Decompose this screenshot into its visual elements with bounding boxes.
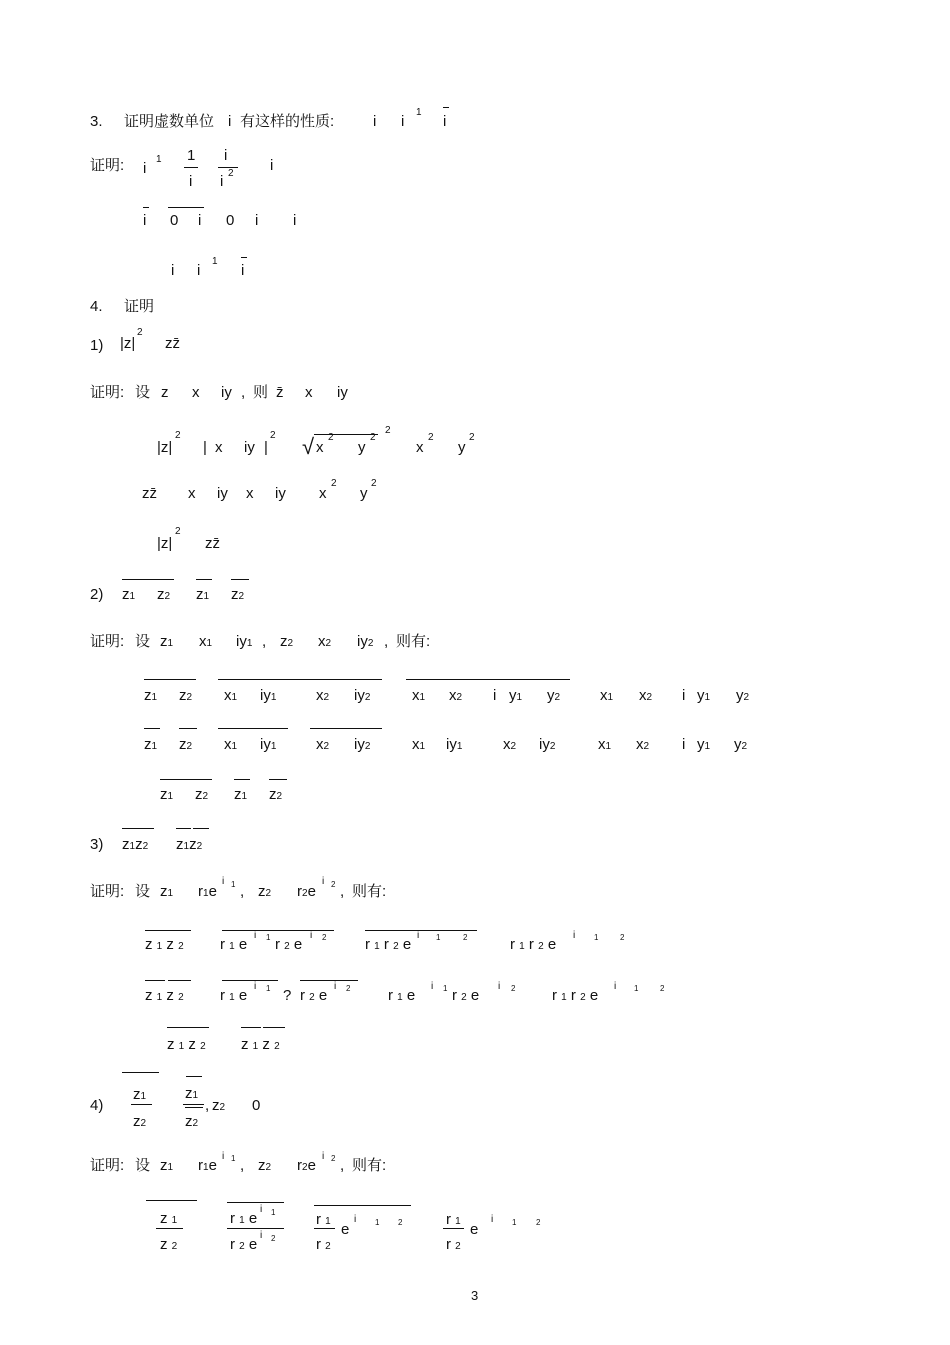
math-x: x [192,384,200,401]
math-i: i [197,262,201,279]
math-zero: 0 [252,1097,261,1114]
fraction-denominator: r 2 [316,1236,331,1253]
math-exp-sub: 2 [331,880,336,889]
conjugate-bar [167,1027,209,1028]
math-exp-sub: 1 [375,1218,380,1227]
math-exp-sub: 2 [620,933,625,942]
math-exp-sub: 1 [231,1154,236,1163]
math-x: x [215,439,223,456]
math-z1: z1 [160,1157,174,1174]
math-exp-sub: 1 [266,933,271,942]
conjugate-bar [365,930,477,931]
conjugate-bar [222,980,278,981]
math-x: x [246,485,254,502]
math-z2: z2 [280,633,294,650]
math-z1: z1 [234,786,248,803]
math-z2: z2 [212,1097,226,1114]
math-r2e: r2e [297,1157,316,1174]
part-4-label: 4) [90,1097,104,1114]
math-iy1: iy1 [446,736,463,753]
conjugate-bar [406,679,570,680]
fraction-denominator: r 2 [446,1236,461,1253]
fraction-numerator: r 1 [316,1211,331,1228]
math-sup: 2 [328,432,334,443]
math-y: y [358,439,366,456]
math-z: z [160,439,169,456]
fraction-bar [156,1228,183,1229]
math-abs-close: | [264,439,268,456]
math-z2: z2 [157,586,171,603]
math-sup: 2 [228,168,234,179]
math-exp-i: i [573,930,576,941]
math-exp-sub: 2 [331,1154,336,1163]
math-x2: x2 [503,736,517,753]
sqrt-bar [314,434,378,435]
math-exp-i: i [222,876,225,887]
math-i: i [682,736,686,753]
math-abs-z: |z| [157,535,173,552]
math-sup: 2 [370,432,376,443]
page-number: 3 [471,1288,479,1303]
math-sup: 1 [212,256,218,267]
conjugate-bar [241,257,247,258]
math-r2e: r 2 e [275,936,303,953]
math-i: i [401,113,405,130]
conjugate-bar [231,579,249,580]
fraction-numerator: z 1 [160,1210,178,1227]
fraction-numerator: i [224,147,228,164]
conjugate-bar [263,1027,285,1028]
math-x1: x1 [598,736,612,753]
math-r1e: r 1 e [388,987,416,1004]
question-mark: ? [283,987,292,1004]
math-r1r2e: r 1 r 2 e [365,936,412,953]
math-z1z2: z1z2 [122,836,149,853]
math-i: i [143,212,147,229]
math-sup: 2 [331,478,337,489]
sqrt-icon: √ [302,434,315,459]
math-exp-i: i [222,1151,225,1162]
comma: , [384,633,389,650]
math-exp-sub: 2 [398,1218,403,1227]
fraction-bar [314,1228,335,1229]
part-2-label: 2) [90,586,104,603]
math-iy: iy [244,439,255,456]
math-exp-sub: 2 [536,1218,541,1227]
fraction-denominator: r 2 e [230,1236,258,1253]
then-label: 则 [253,384,269,401]
math-abs-z: |z| [157,439,173,456]
math-x1: x1 [199,633,213,650]
comma: , [340,1157,345,1174]
conjugate-bar [122,828,154,829]
math-sup: 2 [175,430,181,441]
fraction-numerator: z1 [133,1086,147,1103]
math-y2: y2 [547,687,561,704]
math-z2: z2 [179,736,193,753]
math-zero: 0 [170,212,179,229]
math-z1z2: z 1 z 2 [145,936,184,953]
math-iy1: iy1 [236,633,253,650]
comma: , [340,883,345,900]
math-z2: z2 [258,883,272,900]
math-zz-bar: zz̄ [142,485,157,502]
math-sup: 2 [137,327,143,338]
conjugate-bar [146,1200,197,1201]
math-x1: x1 [412,687,426,704]
conjugate-bar [234,779,250,780]
math-r1e: r 1 e [220,987,248,1004]
math-exp-i: i [254,930,257,941]
math-sup: 2 [469,432,475,443]
math-abs-open: | [203,439,207,456]
math-y2: y2 [736,687,750,704]
math-iy2: iy2 [357,633,374,650]
math-z1: z1 [160,786,174,803]
math-exp-sub: 1 [634,984,639,993]
math-i: i [493,687,497,704]
math-iy: iy [221,384,232,401]
math-iy1: iy1 [260,736,277,753]
math-sup: 1 [156,154,162,165]
conjugate-bar [300,980,358,981]
math-y: y [360,485,368,502]
math-z2: z2 [269,786,283,803]
math-z1: z1 [144,736,158,753]
conjugate-bar [144,679,196,680]
math-exp-sub: 2 [511,984,516,993]
math-x1: x1 [412,736,426,753]
fraction-numerator: r 1 [446,1211,461,1228]
math-exp-i: i [322,1151,325,1162]
math-iy1: iy1 [260,687,277,704]
math-y1: y1 [509,687,523,704]
math-z1z2: z 1 z 2 [145,987,184,1004]
math-iy2: iy2 [539,736,556,753]
fraction-denominator: i [220,173,224,190]
comma: , [205,1097,210,1114]
math-exp-i: i [431,981,434,992]
proof-label: 证明: [90,384,125,401]
math-e: e [470,1221,479,1238]
conjugate-bar [310,728,382,729]
conjugate-bar [314,1205,411,1206]
math-i: i [143,160,147,177]
proof-label: 证明: [90,157,125,174]
math-i: i [255,212,259,229]
math-x: x [305,384,313,401]
math-z2: z2 [195,786,209,803]
conjugate-bar [122,579,174,580]
math-exp-i: i [254,981,257,992]
conjugate-bar [168,980,191,981]
conjugate-bar [218,728,288,729]
math-sup: 2 [175,526,181,537]
math-y1: y1 [697,687,711,704]
math-exp-sub: 1 [512,1218,517,1227]
math-exp-sub: 2 [463,933,468,942]
math-iy2: iy2 [354,687,371,704]
math-zero: 0 [226,212,235,229]
math-y2: y2 [734,736,748,753]
fraction-bar [443,1228,464,1229]
math-x1: x1 [224,736,238,753]
part-1-label: 1) [90,337,104,354]
math-abs-z: |z| [120,335,136,352]
comma: , [240,883,245,900]
conjugate-bar [193,828,209,829]
math-x1: x1 [224,687,238,704]
fraction-bar [131,1104,152,1105]
math-i: i [241,262,245,279]
set-label: 设 [135,1157,151,1174]
math-exp-i: i [354,1214,357,1225]
math-iy: iy [275,485,286,502]
set-label: 设 [135,883,151,900]
math-r1r2e: r 1 r 2 e [552,987,599,1004]
conjugate-bar [185,1107,203,1108]
math-z1: z1 [160,883,174,900]
set-label: 设 [135,633,151,650]
math-exp-i: i [334,981,337,992]
math-exp-sub: 1 [594,933,599,942]
math-y1: y1 [697,736,711,753]
math-i: i [443,113,447,130]
math-e: e [341,1221,350,1238]
conjugate-bar [227,1202,284,1203]
math-exp-sub: 1 [266,984,271,993]
math-z1z2: z 1 z 2 [167,1036,206,1053]
math-exp-sub: 1 [436,933,441,942]
proof-label: 证明: [90,1157,125,1174]
math-x: x [188,485,196,502]
math-exp-sub: 2 [346,984,351,993]
math-z2: z2 [258,1157,272,1174]
math-sup: 2 [428,432,434,443]
math-z: z [161,384,169,401]
math-exp-sub: 2 [322,933,327,942]
math-z1: z1 [196,586,210,603]
math-i: i [293,212,297,229]
math-z1z2: z1z2 [176,836,203,853]
conjugate-bar [218,679,382,680]
fraction-bar [183,1104,204,1105]
conjugate-bar [160,779,212,780]
math-z1: z1 [160,633,174,650]
then-have-label: 则有: [352,1157,387,1174]
math-exp-sub: 1 [231,880,236,889]
math-sup: 1 [416,107,422,118]
fraction-numerator: 1 [187,147,196,164]
math-sup: 2 [385,425,391,436]
math-exp-i: i [491,1214,494,1225]
math-exp-i: i [322,876,325,887]
proof-label: 证明: [90,633,125,650]
math-z2: z2 [179,687,193,704]
conjugate-bar [145,980,165,981]
math-r1e: r 1 e [220,936,248,953]
then-have-label: 则有: [396,633,431,650]
fraction-denominator: z2 [133,1113,147,1130]
math-z: z [160,535,169,552]
math-exp-i: i [310,930,313,941]
fraction-bar [227,1228,284,1229]
math-exp-i: i [260,1230,263,1241]
fraction-bar [184,167,198,168]
math-r2e: r 2 e [452,987,480,1004]
math-sup: 2 [270,430,276,441]
conjugate-bar [176,828,191,829]
math-iy: iy [337,384,348,401]
math-zz-bar: zz̄ [165,335,180,352]
math-x1: x1 [600,687,614,704]
math-sup: 2 [371,478,377,489]
part-3-label: 3) [90,836,104,853]
math-x2: x2 [318,633,332,650]
math-exp-i: i [417,930,420,941]
math-i: i [270,157,274,174]
math-x2: x2 [316,687,330,704]
math-x2: x2 [316,736,330,753]
comma: , [262,633,267,650]
math-y: y [458,439,466,456]
conjugate-bar [269,779,287,780]
math-r1e: r1e [198,883,217,900]
problem-3-text: 证明虚数单位 [124,113,215,130]
math-iy: iy [217,485,228,502]
conjugate-bar [179,728,197,729]
conjugate-bar [241,1027,261,1028]
conjugate-bar [196,579,212,580]
math-x2: x2 [639,687,653,704]
math-x: x [316,439,324,456]
problem-3-text-2: 有这样的性质: [240,113,335,130]
conjugate-bar [143,207,149,208]
conjugate-bar [144,728,160,729]
math-exp-i: i [260,1204,263,1215]
fraction-denominator: z2 [185,1113,199,1130]
conjugate-bar [145,930,191,931]
math-exp-sub: 2 [271,1234,276,1243]
math-i: i [228,113,232,130]
proof-label: 证明: [90,883,125,900]
fraction-denominator: z 2 [160,1236,178,1253]
math-z-bar: z̄ [276,384,284,401]
conjugate-bar [122,1072,159,1073]
math-r2e: r2e [297,883,316,900]
fraction-numerator: z1 [185,1085,199,1102]
fraction-denominator: i [189,173,193,190]
math-x2: x2 [449,687,463,704]
math-z1: z1 [144,687,158,704]
set-label: 设 [135,384,151,401]
math-iy2: iy2 [354,736,371,753]
math-i: i [198,212,202,229]
math-i: i [682,687,686,704]
then-have-label: 则有: [352,883,387,900]
math-z2: z2 [231,586,245,603]
math-r1r2e: r 1 r 2 e [510,936,557,953]
comma: , [241,384,246,401]
math-i: i [373,113,377,130]
math-r2e: r 2 e [300,987,328,1004]
math-z1z2: z 1 z 2 [241,1036,280,1053]
math-exp-sub: 1 [271,1208,276,1217]
math-r1e: r1e [198,1157,217,1174]
conjugate-bar [222,930,334,931]
math-exp-i: i [614,981,617,992]
math-z1: z1 [122,586,136,603]
conjugate-bar [443,107,449,108]
conjugate-bar [186,1076,202,1077]
conjugate-bar [168,207,204,208]
math-x: x [319,485,327,502]
math-exp-sub: 1 [443,984,448,993]
comma: , [240,1157,245,1174]
math-zz-bar: zz̄ [205,535,220,552]
math-exp-sub: 2 [660,984,665,993]
math-x2: x2 [636,736,650,753]
math-i: i [171,262,175,279]
problem-3-number: 3. [90,113,103,130]
problem-4-text: 证明 [124,298,155,315]
math-exp-i: i [498,981,501,992]
math-z: z [123,335,132,352]
problem-4-number: 4. [90,298,103,315]
fraction-numerator: r 1 e [230,1210,258,1227]
math-x: x [416,439,424,456]
